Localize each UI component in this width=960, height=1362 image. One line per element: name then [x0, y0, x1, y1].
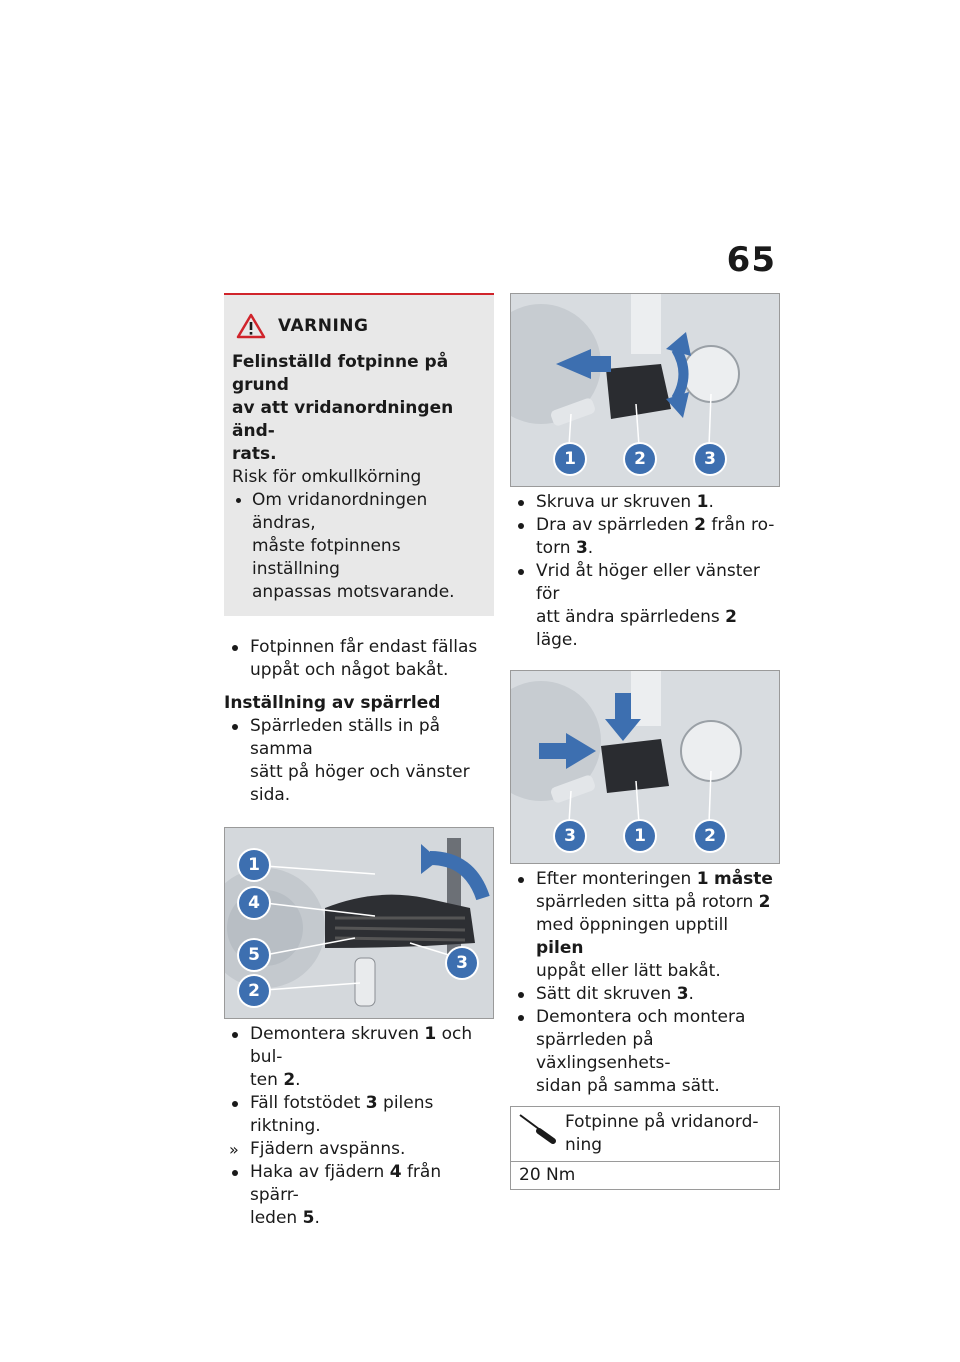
step-text: från ro-	[705, 515, 775, 535]
warning-label: VARNING	[278, 316, 369, 336]
callout-2: 2	[239, 976, 269, 1006]
step-text: Efter monteringen	[536, 869, 697, 889]
warning-title	[232, 351, 486, 466]
step-rotate	[510, 560, 780, 652]
torque-label-line: Fotpinne på vridanord-	[565, 1112, 759, 1132]
step-line: Demontera och montera	[536, 1007, 746, 1027]
callout-5: 5	[239, 940, 269, 970]
callout-2: 2	[625, 444, 655, 474]
section-title: Inställning av spärrled	[224, 693, 441, 713]
step-line: sidan på samma sätt.	[536, 1076, 720, 1096]
step-text: .	[314, 1208, 320, 1228]
step-line	[250, 1161, 494, 1207]
step-line	[250, 1092, 494, 1138]
warning-bullet-line: anpassas motsvarande.	[252, 582, 455, 602]
section-bullet-line: Spärrleden ställs in på samma	[250, 716, 441, 759]
callout-4: 4	[239, 888, 269, 918]
step-text: Haka av fjädern	[250, 1162, 390, 1182]
torque-spec-value: 20 Nm	[519, 1165, 576, 1185]
step-line: uppåt eller lätt bakåt.	[536, 961, 721, 981]
warning-box	[224, 293, 494, 616]
step-fold-footrest	[224, 1092, 494, 1138]
step-text: .	[708, 492, 714, 512]
callout-2: 2	[695, 821, 725, 851]
step-text: Fäll fotstödet	[250, 1093, 366, 1113]
step-line	[536, 983, 780, 1006]
step-ref: 3	[365, 1093, 378, 1113]
step-pull-detent	[510, 514, 780, 560]
step-text: .	[587, 538, 594, 558]
intro-bullet	[224, 636, 494, 682]
step-ref: 3	[676, 984, 689, 1004]
step-ref: 2	[694, 515, 706, 535]
step-line	[250, 1207, 494, 1230]
section-bullet	[224, 715, 494, 807]
step-ref: 3	[575, 538, 588, 558]
left-steps	[224, 1023, 494, 1230]
step-ref: 4	[389, 1162, 402, 1182]
warning-title-line: Felinställd fotpinne på grund	[232, 352, 449, 395]
warning-bullet-line: Om vridanordningen ändras,	[252, 490, 428, 533]
torque-wrench-icon	[517, 1111, 557, 1145]
step-text: och bul-	[250, 1024, 473, 1067]
intro-bullet-line: uppåt och något bakåt.	[250, 660, 449, 680]
step-unscrew	[510, 491, 780, 514]
step-text: pilens riktning.	[250, 1093, 434, 1136]
step-text: från spärr-	[250, 1162, 442, 1205]
step-text: spärrleden sitta på rotorn	[536, 892, 759, 912]
right-steps-a	[510, 491, 780, 652]
warning-triangle-icon	[236, 313, 266, 339]
step-line: Vrid åt höger eller vänster för	[536, 561, 760, 604]
callout-1: 1	[625, 821, 655, 851]
step-text: .	[688, 984, 694, 1004]
step-insert-screw	[510, 983, 780, 1006]
step-ref: 1	[696, 869, 709, 889]
intro-bullet-line: Fotpinnen får endast fällas	[250, 637, 478, 657]
step-text: läge.	[536, 630, 578, 650]
step-ref: 5	[302, 1208, 315, 1228]
step-text: leden	[250, 1208, 303, 1228]
callout-1: 1	[555, 444, 585, 474]
step-line	[536, 891, 780, 914]
step-remove-screw	[224, 1023, 494, 1092]
step-line	[250, 1069, 494, 1092]
warning-risk: Risk för omkullkörning	[232, 467, 422, 487]
warning-title-line: av att vridanordningen änd-	[232, 398, 454, 441]
page-number: 65	[726, 240, 776, 280]
step-text: Skruva ur skruven	[536, 492, 697, 512]
step-other-side	[510, 1006, 780, 1098]
step-line	[536, 537, 780, 560]
step-text: Sätt dit skruven	[536, 984, 677, 1004]
step-text: Dra av spärrleden	[536, 515, 695, 535]
step-ref: 1	[424, 1024, 437, 1044]
step-ref: 1	[696, 492, 709, 512]
step-result: » Fjädern avspänns.	[224, 1138, 494, 1161]
section-bullet-line: sätt på höger och vänster	[250, 762, 470, 782]
warning-header	[232, 313, 486, 339]
step-text: Demontera skruven	[250, 1024, 425, 1044]
callout-3: 3	[695, 444, 725, 474]
warning-bullet	[232, 489, 486, 604]
left-column	[224, 293, 494, 1230]
step-ref: 2	[725, 607, 738, 627]
torque-spec-label	[565, 1111, 759, 1157]
step-text: ten	[250, 1070, 284, 1090]
step-line	[536, 491, 780, 514]
step-after-mounting	[510, 868, 780, 983]
step-line: spärrleden på växlingsenhets-	[536, 1030, 671, 1073]
callout-3: 3	[447, 948, 477, 978]
right-steps-b	[510, 868, 780, 1098]
step-line	[536, 914, 780, 960]
warning-bullet-line: måste fotpinnens inställning	[252, 536, 401, 579]
figure-detent-removal	[510, 293, 780, 487]
step-line	[536, 514, 780, 537]
step-text: torn	[536, 538, 576, 558]
step-line	[536, 606, 780, 652]
callout-1: 1	[239, 850, 269, 880]
step-ref: 2	[758, 892, 771, 912]
step-text: att ändra spärrledens	[536, 607, 726, 627]
torque-spec-header	[511, 1107, 779, 1162]
figure-detent-mounting	[510, 670, 780, 864]
step-emphasis: måste	[713, 869, 773, 889]
section-bullet-line: sida.	[250, 785, 291, 805]
step-ref: 2	[283, 1070, 296, 1090]
warning-title-line: rats.	[232, 444, 277, 464]
step-line	[536, 868, 780, 891]
figure-footpeg-spring	[224, 827, 494, 1019]
torque-spec-table	[510, 1106, 780, 1190]
step-text: .	[295, 1070, 301, 1090]
callout-3: 3	[555, 821, 585, 851]
step-text: med öppningen upptill	[536, 915, 729, 935]
step-emphasis: pilen	[536, 938, 584, 958]
torque-label-line: ning	[565, 1135, 603, 1155]
step-unhook-spring	[224, 1161, 494, 1230]
right-column	[510, 293, 780, 1190]
step-line	[250, 1023, 494, 1069]
